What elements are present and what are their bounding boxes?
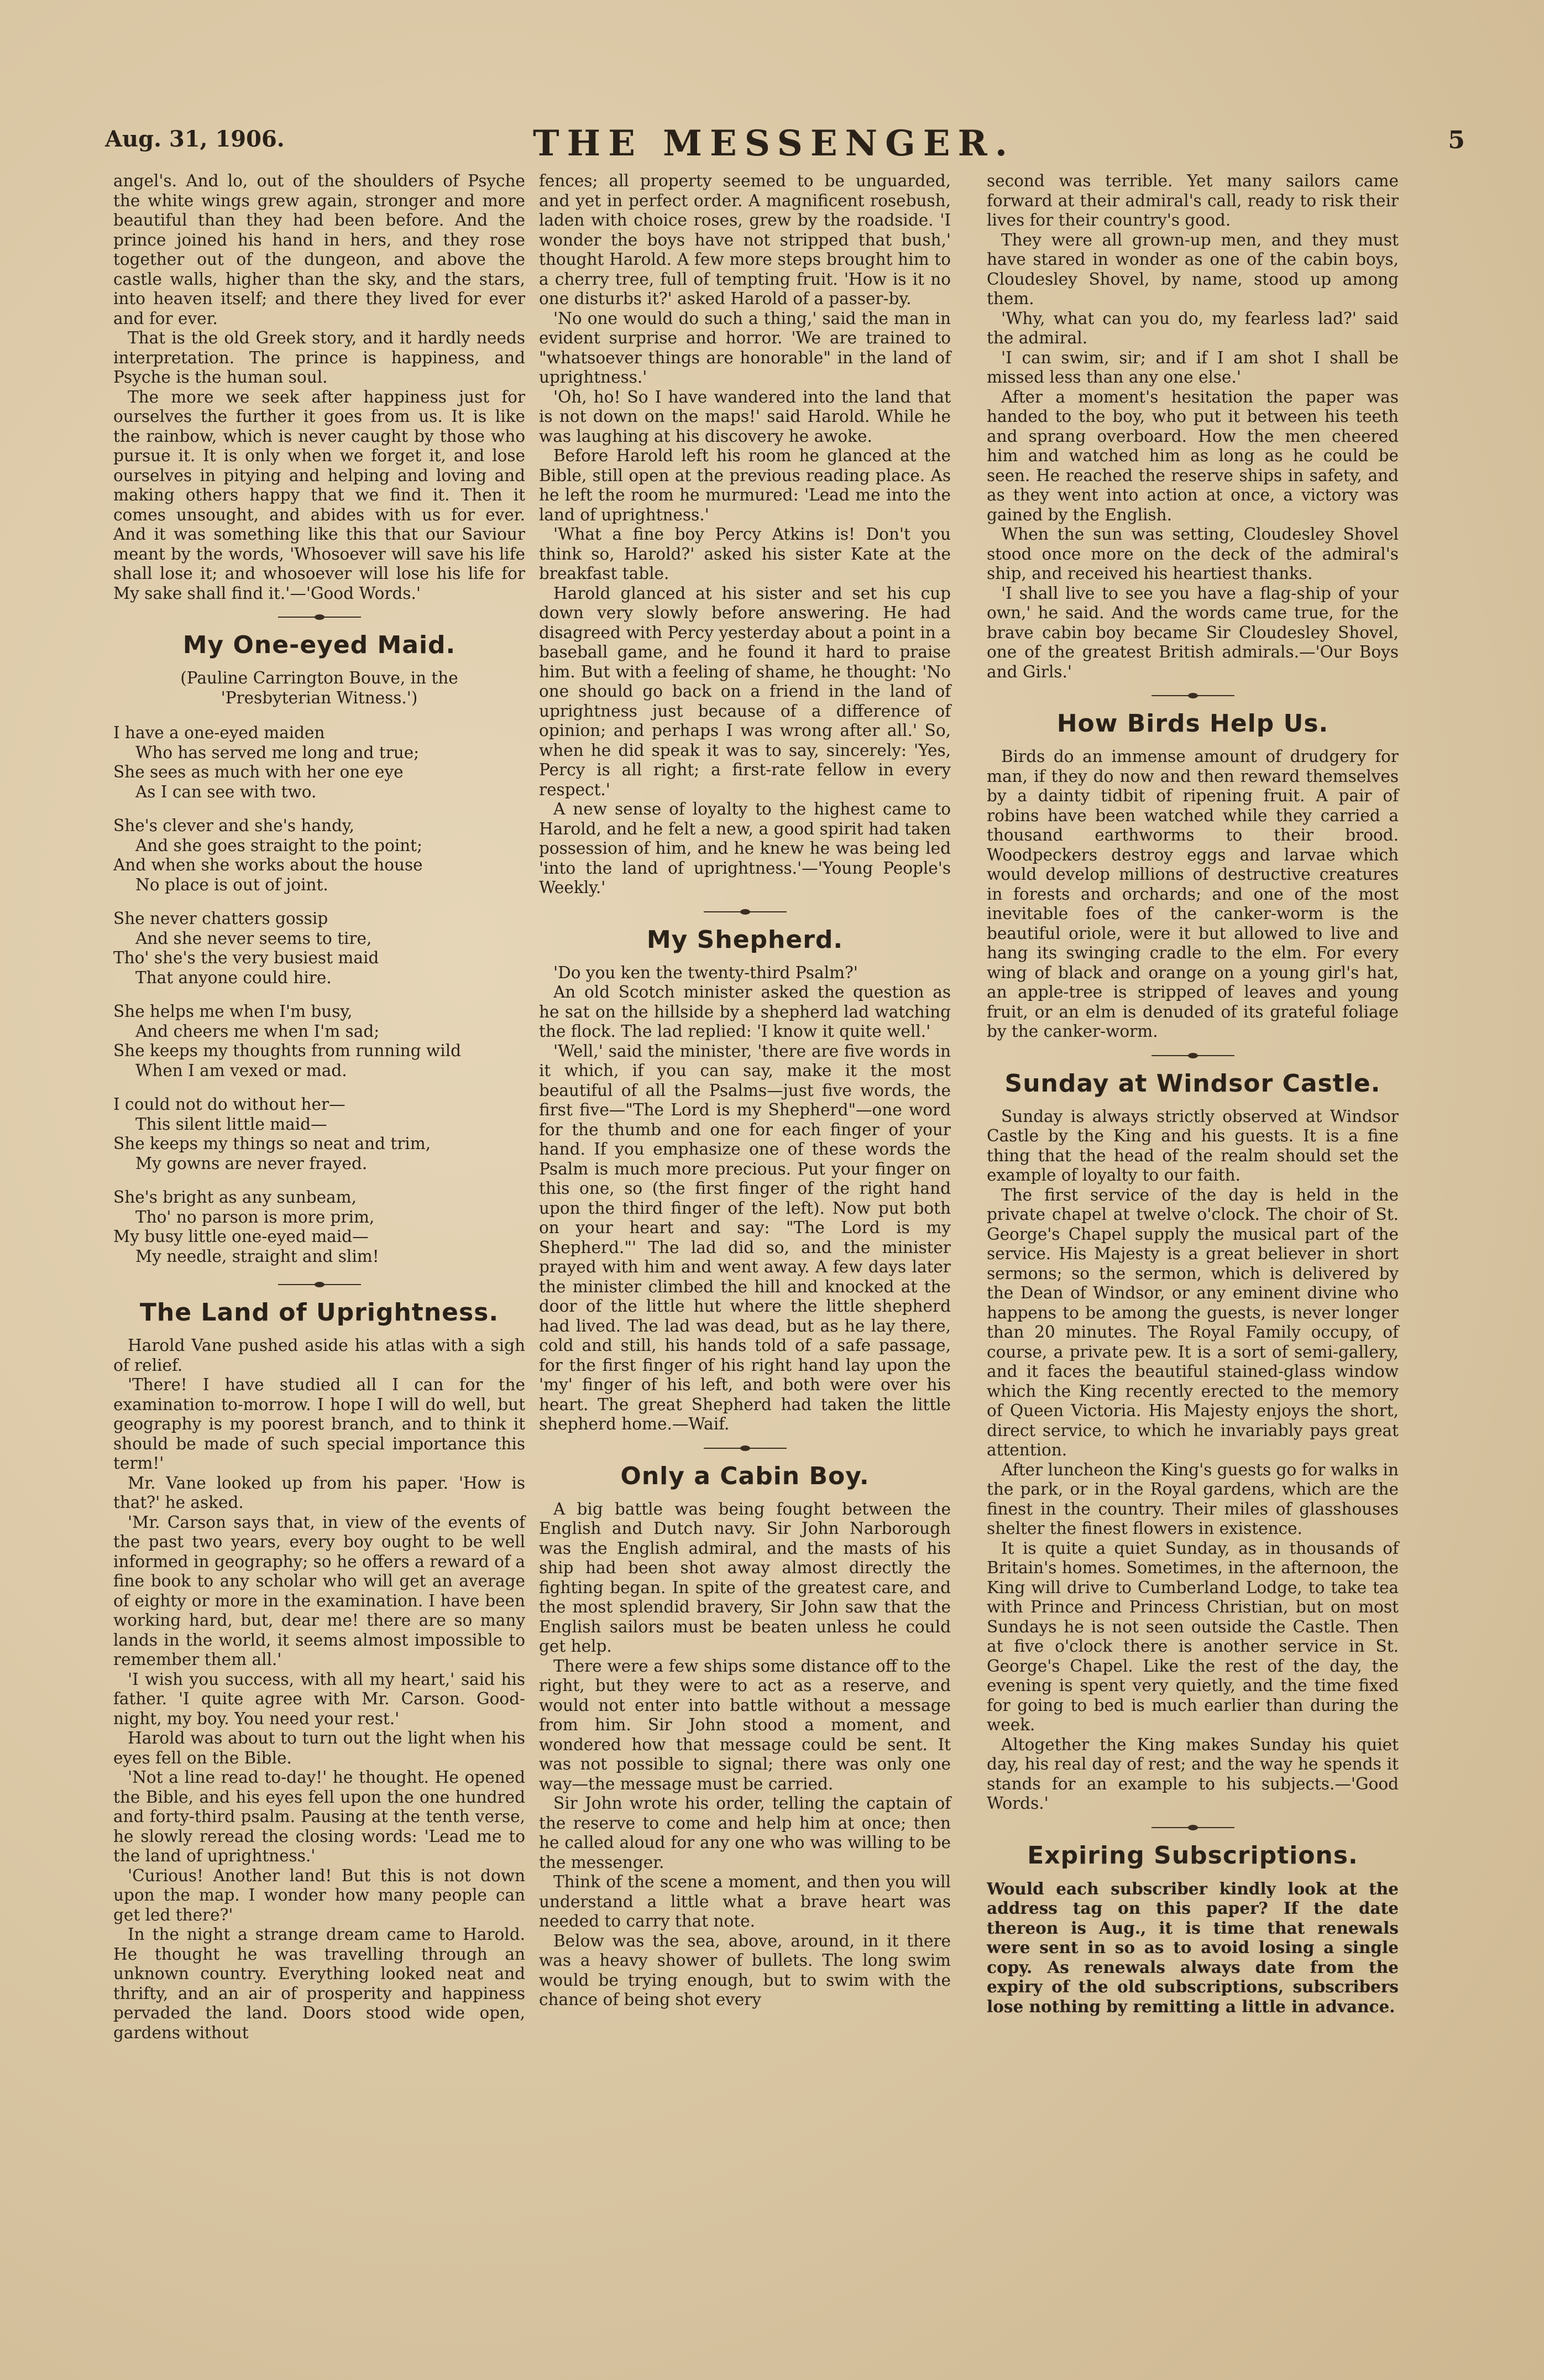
poem-stanza: [113, 1002, 525, 1081]
article-paragraph: 'What a fine boy Percy Atkins is! Don't you think so, Harold?' asked his sister Kate at the breakfast table.: [539, 525, 951, 583]
article-paragraph: angel's. And lo, out of the shoulders of Psyche the white wings grew again, stronger and more beautiful than they had been before. And the prince joined his hand in hers, and they rose together out of the dungeon, and above the castle walls, higher than the sky, and the stars, into heaven itself; and there they lived for ever and for ever.: [113, 171, 525, 328]
poem-line: That anyone could hire.: [135, 968, 332, 987]
article-paragraph: 'I shall live to see you have a flag-ship of your own,' he said. And the words came true, for the brave cabin boy became Sir Cloudesley Shovel, one of the greatest British admirals.—'Our Boys and Girls.': [987, 583, 1399, 681]
article-paragraph: A big battle was being fought between the English and Dutch navy. Sir John Narborough was the English admiral, and the masts of his ship had been shot away almost directly the fighting began. In spite of the greatest care, and the most splendid bravery, Sir John saw that the English sailors must be beaten unless he could get help.: [539, 1499, 951, 1656]
article-paragraph: Think of the scene a moment, and then you will understand a little what a brave heart was needed to carry that note.: [539, 1872, 951, 1930]
article-paragraph: 'I can swim, sir; and if I am shot I shall be missed less than any one else.': [987, 348, 1399, 387]
poem-line: My needle, straight and slim!: [135, 1246, 379, 1266]
article-paragraph: The more we seek after happiness just for ourselves the further it goes from us. It is like the rainbow, which is never caught by those who pursue it. It is only when we forget it, and lose ourselves in pitying and helping and loving and making others happy that we find it. Then it comes unsought, and abides with us for ever. And it was something like this that our Saviour meant by the words, 'Whosoever will save his life shall lose it; and whosoever will lose his life for My sake shall find it.'—'Good Words.': [113, 387, 525, 603]
article-paragraph: fences; all property seemed to be unguarded, and yet in perfect order. A magnificent rosebush, laden with choice roses, grew by the roadside. 'I wonder the boys have not stripped that bush,' thought Harold. A few more steps brought him to a cherry tree, full of tempting fruit. 'How is it no one disturbs it?' asked Harold of a passer-by.: [539, 171, 951, 308]
article-title: Only a Cabin Boy.: [620, 1462, 870, 1490]
column-2: [539, 171, 951, 2010]
article-paragraph: Harold was about to turn out the light when his eyes fell on the Bible.: [113, 1729, 525, 1767]
article-paragraph: Birds do an immense amount of drudgery for man, if they do now and then reward themselves by a dainty tidbit of ripening fruit. A pair of robins have been watched while they carried a thousand earthworms to their brood. Woodpeckers destroy eggs and larvae which would develop millions of destructive creatures in forests and orchards; and one of the most inevitable foes of the canker-worm is the beautiful oriole, were it but allowed to live and hang its swinging cradle to the elm. For every wing of black and orange on a young girl's hat, an apple-tree is stripped of leaves and young fruit, or an elm is denuded of its grateful foliage by the canker-worm.: [987, 747, 1399, 1041]
article-paragraph: 'Why, what can you do, my fearless lad?' said the admiral.: [987, 309, 1399, 347]
poem-line: She helps me when I'm busy,: [113, 1002, 353, 1021]
article-title: Sunday at Windsor Castle.: [1004, 1069, 1381, 1098]
article-paragraph: The first service of the day is held in the private chapel at twelve o'clock. The choir of St. George's Chapel supply the musical part of the service. His Majesty is a great believer in short sermons; so the sermon, which is delivered by the Dean of Windsor, or any eminent divine who happens to be among the guests, is never longer than 20 minutes. The Royal Family occupy, of course, a private pew. It is a sort of semi-gallery, and it faces the beautiful stained-glass window which the King recently erected to the memory of Queen Victoria. His Majesty enjoys the short, direct service, to which he invariably pays great attention.: [987, 1185, 1399, 1459]
poem-line: She keeps my things so neat and trim,: [113, 1134, 431, 1153]
column-1: [113, 171, 525, 2043]
section-divider: [1152, 1052, 1234, 1059]
poem-stanza: [113, 723, 525, 802]
page-header: [83, 123, 1465, 176]
poem-byline: (Pauline Carrington Bouve, in the: [180, 669, 458, 687]
article-paragraph: After luncheon the King's guests go for walks in the park, or in the Royal gardens, which are the finest in the country. Their miles of glasshouses shelter the finest flowers in existence.: [987, 1460, 1399, 1538]
article-title: How Birds Help Us.: [1056, 709, 1329, 738]
poem-line: Tho' no parson is more prim,: [135, 1207, 375, 1226]
poem-line: And she goes straight to the point;: [135, 836, 422, 855]
section-divider: [704, 908, 787, 916]
article-paragraph: When the sun was setting, Cloudesley Shovel stood once more on the deck of the admiral's ship, and received his heartiest thanks.: [987, 525, 1399, 583]
poem-line: My gowns are never frayed.: [135, 1154, 368, 1173]
article-paragraph: Altogether the King makes Sunday his quiet day, his real day of rest; and the way he spends it stands for an example to his subjects.—'Good Words.': [987, 1735, 1399, 1813]
poem-line: My busy little one-eyed maid—: [113, 1227, 369, 1246]
poem-stanza: [113, 1188, 525, 1266]
poem-line: As I can see with two.: [135, 782, 317, 801]
article-paragraph: Below was the sea, above, around, in it there was a heavy shower of bullets. The long swim would be trying enough, but to swim with the chance of being shot every: [539, 1931, 951, 2009]
article-title: My One-eyed Maid.: [182, 631, 456, 659]
article-paragraph: A new sense of loyalty to the highest came to Harold, and he felt a new, a good spirit had taken possession of him, and he knew he was being led 'into the land of uprightness.'—'Young People's Weekly.': [539, 800, 951, 897]
article-paragraph: 'No one would do such a thing,' said the man in evident surprise and horror. 'We are trained to "whatsoever things are honorable" in the land of uprightness.': [539, 309, 951, 387]
article-paragraph: Sunday is always strictly observed at Windsor Castle by the King and his guests. It is a fine thing that the head of the realm should set the example of loyalty to our faith.: [987, 1107, 1399, 1184]
article-paragraph: They were all grown-up men, and they must have stared in wonder as one of the cabin boys, Cloudesley Shovel, by name, stood up among them.: [987, 230, 1399, 308]
poem-stanza: [113, 909, 525, 988]
article-paragraph: Sir John wrote his order, telling the captain of the reserve to come and help him at once; then he called aloud for any one who was willing to be the messenger.: [539, 1794, 951, 1872]
poem-line: And she never seems to tire,: [135, 928, 372, 948]
article-paragraph: There were a few ships some distance off to the right, but they were to act as a reserve, and would not enter into battle without a message from him. Sir John stood a moment, and wondered how that message could be sent. It was not possible to signal; there was only one way—the message must be carried.: [539, 1656, 951, 1793]
article-paragraph: Harold glanced at his sister and set his cup down very slowly before answering. He had disagreed with Percy yesterday about a point in a baseball game, and he found it hard to praise him. But with a feeling of shame, he thought: 'No one should go back on a friend in the land of uprightness just because of a difference of opinion; and perhaps I was wrong after all.' So, when he did speak it was to say, sincerely: 'Yes, Percy is all right; a first-rate fellow in every respect.': [539, 583, 951, 799]
newspaper-title: THE MESSENGER.: [533, 123, 1015, 164]
poem-line: She's clever and she's handy,: [113, 816, 354, 835]
article-paragraph: 'There! I have studied all I can for the examination to-morrow. I hope I will do well, but geography is my poorest branch, and to think it should be made of such special importance this term!': [113, 1375, 525, 1473]
article-paragraph: It is quite a quiet Sunday, as in thousands of Britain's homes. Sometimes, in the afternoon, the King will drive to Cumberland Lodge, to take tea with Prince and Princess Christian, but on most Sundays he is not seen outside the Castle. Then at five o'clock there is another service in St. George's Chapel. Like the rest of the day, the evening is spent very quietly, and the time fixed for going to bed is much earlier than during the week.: [987, 1538, 1399, 1734]
article-paragraph: 'Do you ken the twenty-third Psalm?': [553, 963, 858, 982]
subscription-notice: [987, 1879, 1399, 2017]
article-title: My Shepherd.: [646, 925, 844, 954]
column-3: [987, 171, 1399, 2016]
poem-line: She keeps my thoughts from running wild: [113, 1041, 462, 1060]
article-paragraph: second was terrible. Yet many sailors came forward at their admiral's call, ready to risk their lives for their country's good.: [987, 171, 1399, 229]
poem-line: No place is out of joint.: [135, 875, 328, 894]
section-divider: [278, 1281, 361, 1288]
poem-stanza: [113, 1095, 525, 1173]
article-paragraph: After a moment's hesitation the paper was handed to the boy, who put it between his teeth and sprang overboard. How the men cheered him and watched him as long as he could be seen. He reached the reserve ships in safety, and as they went into action at once, a victory was gained by the English.: [987, 387, 1399, 524]
notice-paragraph: Would each subscriber kindly look at the address tag on this paper? If the date thereon is Aug., it is time that renewals were sent in so as to avoid losing a single copy. As renewals always date from the expiry of the old subscriptions, subscribers lose nothing by remitting a little in advance.: [987, 1878, 1399, 2016]
article-title: The Land of Uprightness.: [139, 1298, 499, 1327]
section-divider: [704, 1444, 787, 1452]
article-paragraph: Mr. Vane looked up from his paper. 'How is that?' he asked.: [113, 1473, 525, 1512]
poem-line: I have a one-eyed maiden: [113, 723, 325, 742]
poem-line: She never chatters gossip: [113, 909, 328, 928]
poem-line: She's bright as any sunbeam,: [113, 1188, 357, 1207]
article-paragraph: In the night a strange dream came to Harold. He thought he was travelling through an unknown country. Everything looked neat and thrifty, and an air of prosperity and happiness pervaded the land. Doors stood wide open, gardens without: [113, 1925, 525, 2042]
article-paragraph: 'I wish you success, with all my heart,' said his father. 'I quite agree with Mr. Carson. Good-night, my boy. You need your rest.': [113, 1669, 525, 1728]
article-paragraph: An old Scotch minister asked the question as he sat on the hillside by a shepherd lad watching the flock. The lad replied: 'I know it quite well.': [539, 983, 951, 1041]
article-title: Expiring Subscriptions.: [1027, 1841, 1358, 1870]
article-paragraph: Harold Vane pushed aside his atlas with a sigh of relief.: [113, 1336, 525, 1375]
poem-line: I could not do without her—: [113, 1095, 346, 1114]
poem-line: And cheers me when I'm sad;: [135, 1021, 380, 1041]
poem-line: And when she works about the house: [113, 855, 423, 874]
article-paragraph: 'Mr. Carson says that, in view of the events of the past two years, every boy ought to be well informed in geography; so he offers a reward of a fine book to any scholar who will get an average of eighty or more in the examination. I have been working hard, but, dear me! there are so many lands in the world, it seems almost impossible to remember them all.': [113, 1512, 525, 1669]
article-paragraph: Before Harold left his room he glanced at the Bible, still open at the previous reading place. As he left the room he murmured: 'Lead me into the land of uprightness.': [539, 446, 951, 524]
article-paragraph: 'Oh, ho! So I have wandered into the land that is not down on the maps!' said Harold. While he was laughing at his discovery he awoke.: [539, 387, 951, 446]
article-paragraph: That is the old Greek story, and it hardly needs interpretation. The prince is happiness, and Psyche is the human soul.: [113, 328, 525, 387]
poem-byline: 'Presbyterian Witness.'): [221, 688, 418, 707]
article-paragraph: 'Not a line read to-day!' he thought. He opened the Bible, and his eyes fell upon the one hundred and forty-third psalm. Pausing at the tenth verse, he slowly reread the closing words: 'Lead me to the land of uprightness.': [113, 1768, 525, 1865]
poem-line: Tho' she's the very busiest maid: [113, 948, 379, 967]
poem-stanza: [113, 816, 525, 895]
page-number: 5: [1448, 126, 1465, 154]
poem-line: This silent little maid—: [135, 1114, 327, 1134]
issue-date: Aug. 31, 1906.: [105, 126, 285, 152]
section-divider: [1152, 1824, 1234, 1831]
article-paragraph: 'Well,' said the minister, 'there are five words in it which, if you can say, make it the most beautiful of all the Psalms—just five words, the first five—"The Lord is my Shepherd"—one word for the thumb and one for each finger of your hand. If you emphasize one of these words the Psalm is much more precious. Put your finger on this one, so (the first finger of the right hand upon the third finger of the left). Now put both on your heart and say: "The Lord is my Shepherd."' The lad did so, and the minister prayed with him and went away. A few days later the minister climbed the hill and knocked at the door of the little hut where the little shepherd had lived. The lad was dead, but as he lay there, cold and still, his hands told of a safe passage, for the first finger of his right hand lay upon the 'my' finger of his left, and both were over his heart. The great Shepherd had taken the little shepherd home.—Waif.: [539, 1041, 951, 1433]
section-divider: [1152, 692, 1234, 700]
section-divider: [278, 613, 361, 621]
poem-line: When I am vexed or mad.: [135, 1061, 347, 1080]
poem-line: She sees as much with her one eye: [113, 763, 404, 781]
poem-line: Who has served me long and true;: [135, 743, 420, 762]
article-paragraph: 'Curious! Another land! But this is not down upon the map. I wonder how many people can get led there?': [113, 1866, 525, 1924]
